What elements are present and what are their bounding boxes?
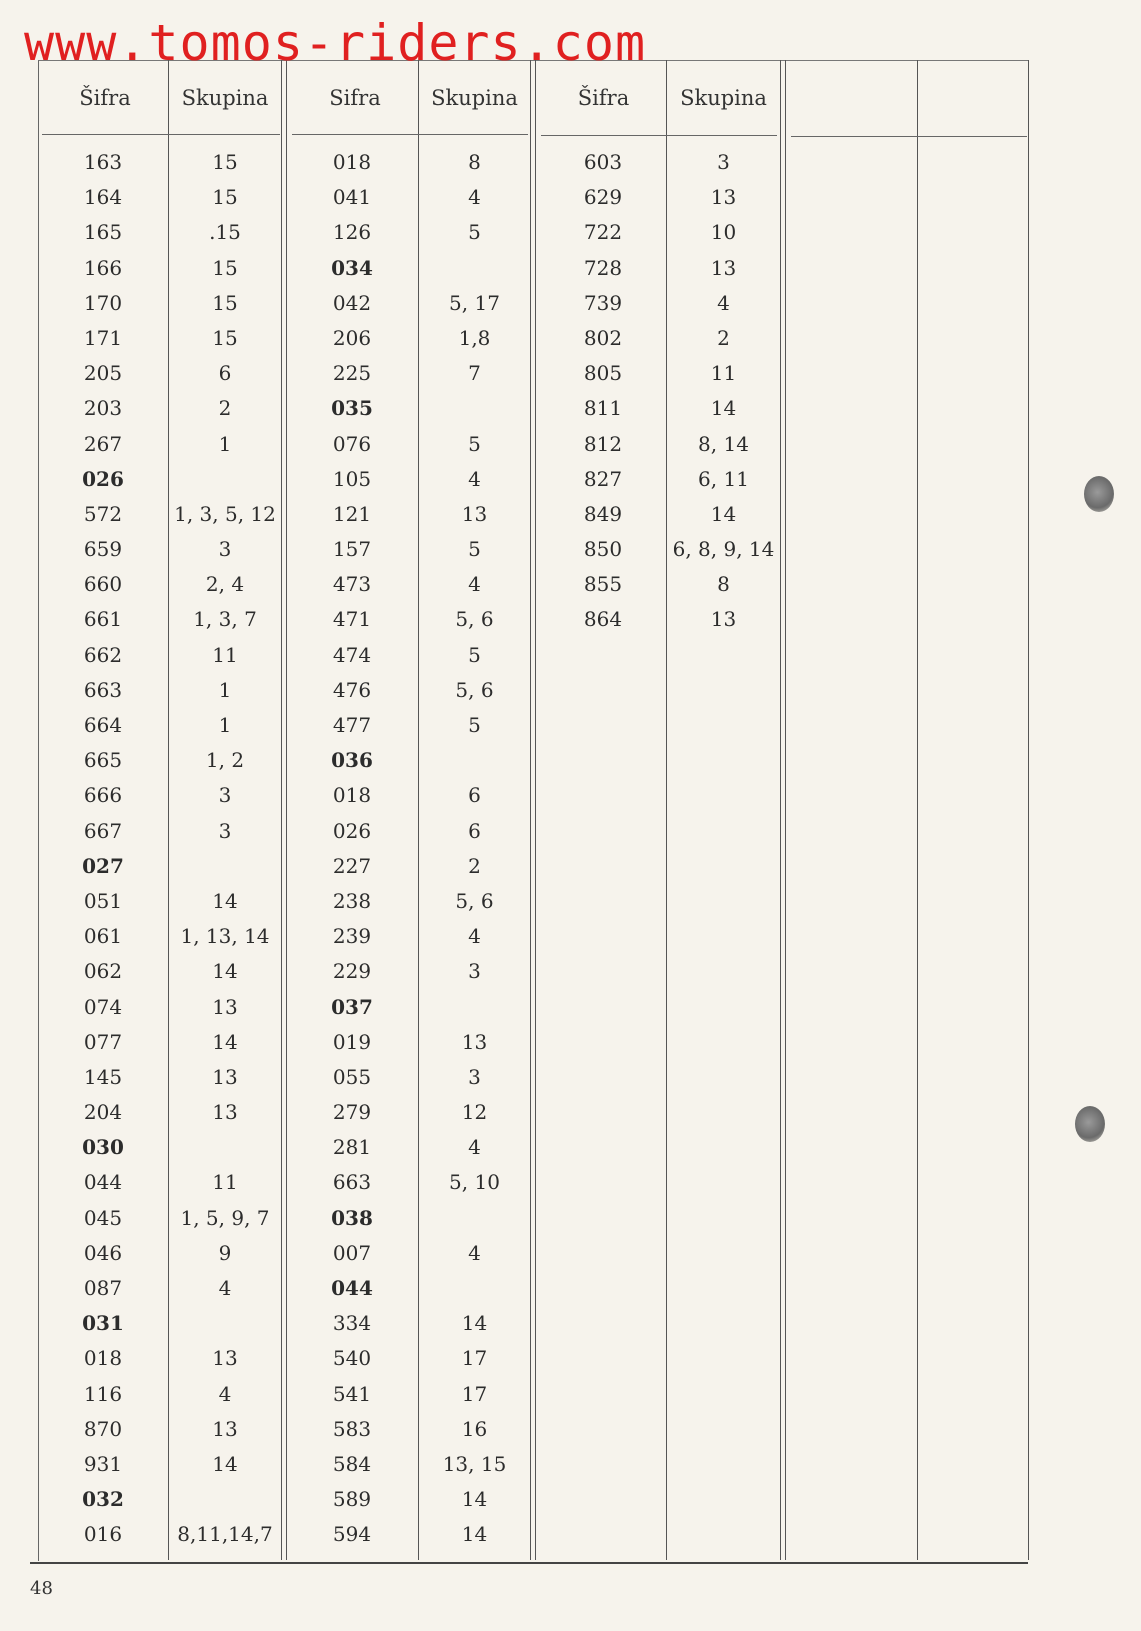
skupina-cell: 1 [218, 713, 232, 737]
skupina-cell: 14 [461, 1522, 488, 1547]
header-rule [541, 135, 777, 136]
sifra-cell: 812 [583, 431, 623, 456]
skupina-cell: 3 [218, 818, 232, 843]
skupina-cell: 15 [212, 325, 238, 350]
page-number: 48 [30, 1578, 53, 1599]
sifra-cell: 205 [83, 361, 123, 386]
skupina-cell [419, 743, 530, 778]
divider-line [917, 60, 918, 1560]
sifra-cell: 203 [83, 396, 123, 421]
sifra-cell: 239 [332, 924, 372, 949]
skupina-cell: 3 [717, 150, 730, 174]
sifra-cell: 076 [332, 431, 372, 456]
skupina-cell: 8, 14 [698, 431, 749, 456]
sifra-cell: 660 [83, 572, 123, 597]
skupina-cell: 13 [212, 1416, 238, 1441]
skupina-cell: 13 [212, 1064, 238, 1089]
sifra-cell: 041 [332, 185, 372, 210]
skupina-cell: 14 [710, 396, 737, 421]
sifra-cell: 666 [83, 783, 123, 808]
skupina-cell: 5, 6 [455, 677, 494, 702]
skupina-cell: 16 [461, 1416, 488, 1441]
skupina-cell: 14 [212, 1451, 238, 1476]
sifra-cell: 170 [83, 290, 123, 315]
skupina-cell: 4 [468, 924, 481, 949]
skupina-cell [419, 1201, 530, 1236]
sifra-cell: 227 [332, 853, 372, 878]
skupina-cell: 11 [710, 361, 737, 386]
skupina-cell: 4 [218, 1381, 232, 1406]
skupina-cell: 1 [218, 431, 232, 456]
sifra-cell: 087 [83, 1276, 123, 1300]
skupina-cell: 1,8 [458, 325, 491, 350]
skupina-cell: 4 [468, 185, 481, 210]
skupina-cell: 15 [212, 255, 238, 280]
skupina-cell: 1, 5, 9, 7 [180, 1205, 270, 1230]
sifra-cell: 055 [332, 1064, 372, 1089]
group-code-cell: 044 [331, 1276, 373, 1300]
sifra-cell: 171 [83, 325, 123, 350]
skupina-cell: 2 [468, 853, 481, 878]
skupina-cell: 14 [710, 501, 737, 526]
skupina-cell: 14 [212, 1029, 238, 1054]
sifra-cell: 229 [332, 959, 372, 984]
sifra-cell: 665 [83, 748, 123, 773]
sifra-cell: 473 [332, 572, 372, 597]
skupina-cell: 1, 3, 5, 12 [174, 501, 276, 526]
sifra-cell: 728 [583, 255, 623, 280]
skupina-cell [419, 990, 530, 1025]
group-code-cell: 037 [331, 994, 373, 1019]
sifra-cell: 165 [83, 220, 123, 245]
sifra-cell: 589 [332, 1487, 372, 1512]
skupina-cell: 3 [468, 1064, 481, 1089]
header-rule [292, 134, 528, 135]
skupina-cell: 5, 17 [449, 290, 500, 315]
sifra-cell: 864 [583, 607, 623, 632]
skupina-cell: 13 [212, 994, 238, 1019]
header-sifra-3: Šifra [577, 86, 630, 110]
watermark-text: www.tomos-riders.com [24, 14, 647, 72]
sifra-cell: 855 [583, 572, 623, 597]
skupina-cell: 5 [468, 220, 481, 245]
sifra-cell: 659 [83, 537, 123, 562]
sifra-cell: 603 [583, 150, 623, 174]
sifra-cell: 664 [83, 713, 123, 737]
sifra-cell: 042 [332, 290, 372, 315]
skupina-cell: 4 [468, 466, 481, 491]
column-skupina-3 [667, 145, 780, 638]
sifra-cell: 802 [583, 325, 623, 350]
skupina-cell: 14 [212, 888, 238, 913]
skupina-cell: 5 [468, 713, 481, 737]
sifra-cell: 074 [83, 994, 123, 1019]
sifra-cell: 811 [583, 396, 623, 421]
skupina-cell: 5, 6 [455, 607, 494, 632]
skupina-cell [419, 251, 530, 286]
sifra-cell: 629 [583, 185, 623, 210]
skupina-cell: 17 [461, 1381, 488, 1406]
header-sifra-1: Šifra [79, 86, 131, 110]
sifra-cell: 474 [332, 642, 372, 667]
skupina-cell: 2, 4 [205, 572, 245, 597]
skupina-cell: 3 [218, 537, 232, 562]
skupina-cell: 8 [717, 572, 730, 597]
divider-line [281, 60, 287, 1560]
sifra-cell: 805 [583, 361, 623, 386]
sifra-cell: 062 [83, 959, 123, 984]
skupina-cell: 15 [212, 290, 238, 315]
skupina-cell [169, 1482, 281, 1517]
skupina-cell: 6 [468, 783, 481, 808]
sifra-cell: 541 [332, 1381, 372, 1406]
sifra-cell: 164 [83, 185, 123, 210]
sifra-cell: 046 [83, 1240, 123, 1265]
skupina-cell: 13 [710, 185, 737, 210]
skupina-cell: 13 [461, 501, 488, 526]
skupina-cell: 11 [212, 642, 238, 667]
sifra-cell: 849 [583, 501, 623, 526]
sifra-cell: 206 [332, 325, 372, 350]
skupina-cell: 4 [717, 290, 730, 315]
skupina-cell: 2 [717, 325, 730, 350]
sifra-cell: 267 [83, 431, 123, 456]
sifra-cell: 931 [83, 1451, 123, 1476]
sifra-cell: 044 [83, 1170, 123, 1195]
sifra-cell: 016 [83, 1522, 123, 1547]
skupina-cell: 5 [468, 642, 481, 667]
divider-line [1028, 60, 1029, 1560]
sifra-cell: 281 [332, 1135, 372, 1160]
sifra-cell: 471 [332, 607, 372, 632]
skupina-cell: 5 [468, 537, 481, 562]
header-skupina-2: Skupina [431, 86, 518, 110]
skupina-cell: 1 [218, 677, 232, 702]
sifra-cell: 584 [332, 1451, 372, 1476]
skupina-cell [169, 849, 281, 884]
skupina-cell: 1, 13, 14 [180, 924, 270, 949]
group-code-cell: 036 [331, 748, 373, 773]
skupina-cell: 11 [212, 1170, 238, 1195]
skupina-cell [169, 1130, 281, 1165]
skupina-cell: 1, 2 [205, 748, 245, 773]
column-skupina-1 [169, 145, 281, 1553]
skupina-cell: 15 [212, 185, 238, 210]
sifra-cell: 279 [332, 1100, 372, 1125]
sifra-cell: 204 [83, 1100, 123, 1125]
skupina-cell: 6, 11 [698, 466, 749, 491]
skupina-cell: 17 [461, 1346, 488, 1371]
sifra-cell: 594 [332, 1522, 372, 1547]
sifra-cell: 121 [332, 501, 372, 526]
sifra-cell: 157 [332, 537, 372, 562]
sifra-cell: 662 [83, 642, 123, 667]
skupina-cell: 12 [461, 1100, 488, 1125]
skupina-cell: 13 [212, 1100, 238, 1125]
table-bottom-rule [30, 1562, 1028, 1564]
column-skupina-2 [419, 145, 530, 1553]
skupina-cell [419, 1271, 530, 1306]
skupina-cell: 1, 3, 7 [193, 607, 257, 632]
skupina-cell: 14 [461, 1487, 488, 1512]
sifra-cell: 572 [83, 501, 123, 526]
column-sifra-2 [292, 145, 412, 1553]
skupina-cell: 15 [212, 150, 238, 174]
header-skupina-1: Skupina [181, 86, 269, 110]
sifra-cell: 722 [583, 220, 623, 245]
sifra-cell: 061 [83, 924, 123, 949]
sifra-cell: 477 [332, 713, 372, 737]
column-sifra-1 [42, 145, 164, 1553]
sifra-cell: 145 [83, 1064, 123, 1089]
skupina-cell: 5, 10 [449, 1170, 500, 1195]
punch-hole [1075, 1106, 1105, 1142]
header-sifra-2: Sifra [329, 86, 381, 110]
header-rule [791, 136, 1027, 137]
sifra-cell: 163 [83, 150, 123, 174]
sifra-cell: 238 [332, 888, 372, 913]
sifra-cell: 850 [583, 537, 623, 562]
group-code-cell: 032 [82, 1487, 124, 1512]
sifra-cell: 661 [83, 607, 123, 632]
skupina-cell: 6, 8, 9, 14 [672, 537, 775, 562]
skupina-cell: 3 [468, 959, 481, 984]
header-skupina-3: Skupina [680, 86, 767, 110]
skupina-cell [169, 462, 281, 497]
group-code-cell: 035 [331, 396, 373, 421]
skupina-cell: 10 [710, 220, 737, 245]
group-code-cell: 031 [82, 1311, 124, 1336]
sifra-cell: 045 [83, 1205, 123, 1230]
sifra-cell: 166 [83, 255, 123, 280]
group-code-cell: 034 [331, 255, 373, 280]
skupina-cell: 13 [710, 255, 737, 280]
skupina-cell: 13 [710, 607, 737, 632]
sifra-cell: 663 [332, 1170, 372, 1195]
sifra-cell: 105 [332, 466, 372, 491]
sifra-cell: 225 [332, 361, 372, 386]
sifra-cell: 051 [83, 888, 123, 913]
sifra-cell: 018 [332, 783, 372, 808]
sifra-cell: 663 [83, 677, 123, 702]
group-code-cell: 038 [331, 1205, 373, 1230]
skupina-cell: 6 [468, 818, 481, 843]
sifra-cell: 018 [83, 1346, 123, 1371]
sifra-cell: 583 [332, 1416, 372, 1441]
skupina-cell: 4 [218, 1276, 232, 1300]
skupina-cell: 8 [468, 150, 481, 174]
sifra-cell: 007 [332, 1240, 372, 1265]
divider-line [530, 60, 536, 1560]
sifra-cell: 116 [83, 1381, 123, 1406]
skupina-cell: 13 [212, 1346, 238, 1371]
skupina-cell: .15 [209, 220, 241, 245]
skupina-cell [419, 391, 530, 426]
skupina-cell: 5, 6 [455, 888, 494, 913]
sifra-cell: 476 [332, 677, 372, 702]
skupina-cell: 14 [212, 959, 238, 984]
group-code-cell: 027 [82, 853, 124, 878]
sifra-cell: 334 [332, 1311, 372, 1336]
sifra-cell: 667 [83, 818, 123, 843]
group-code-cell: 030 [82, 1135, 124, 1160]
skupina-cell: 4 [468, 572, 481, 597]
sifra-cell: 077 [83, 1029, 123, 1054]
group-code-cell: 026 [82, 466, 124, 491]
sifra-cell: 026 [332, 818, 372, 843]
skupina-cell: 8,11,14,7 [177, 1522, 273, 1547]
skupina-cell: 13, 15 [442, 1451, 507, 1476]
sifra-cell: 870 [83, 1416, 123, 1441]
skupina-cell: 7 [468, 361, 481, 386]
skupina-cell: 5 [468, 431, 481, 456]
sifra-cell: 739 [583, 290, 623, 315]
sifra-cell: 019 [332, 1029, 372, 1054]
column-sifra-3 [541, 145, 665, 638]
sifra-cell: 540 [332, 1346, 372, 1371]
divider-line [780, 60, 786, 1560]
skupina-cell: 2 [218, 396, 232, 421]
header-rule [42, 134, 280, 135]
skupina-cell [169, 1306, 281, 1341]
sifra-cell: 126 [332, 220, 372, 245]
sifra-cell: 827 [583, 466, 623, 491]
skupina-cell: 13 [461, 1029, 488, 1054]
skupina-cell: 6 [218, 361, 232, 386]
skupina-cell: 9 [218, 1240, 232, 1265]
punch-hole [1084, 476, 1114, 512]
sifra-cell: 018 [332, 150, 372, 174]
skupina-cell: 4 [468, 1135, 481, 1160]
skupina-cell: 4 [468, 1240, 481, 1265]
skupina-cell: 3 [218, 783, 232, 808]
skupina-cell: 14 [461, 1311, 488, 1336]
